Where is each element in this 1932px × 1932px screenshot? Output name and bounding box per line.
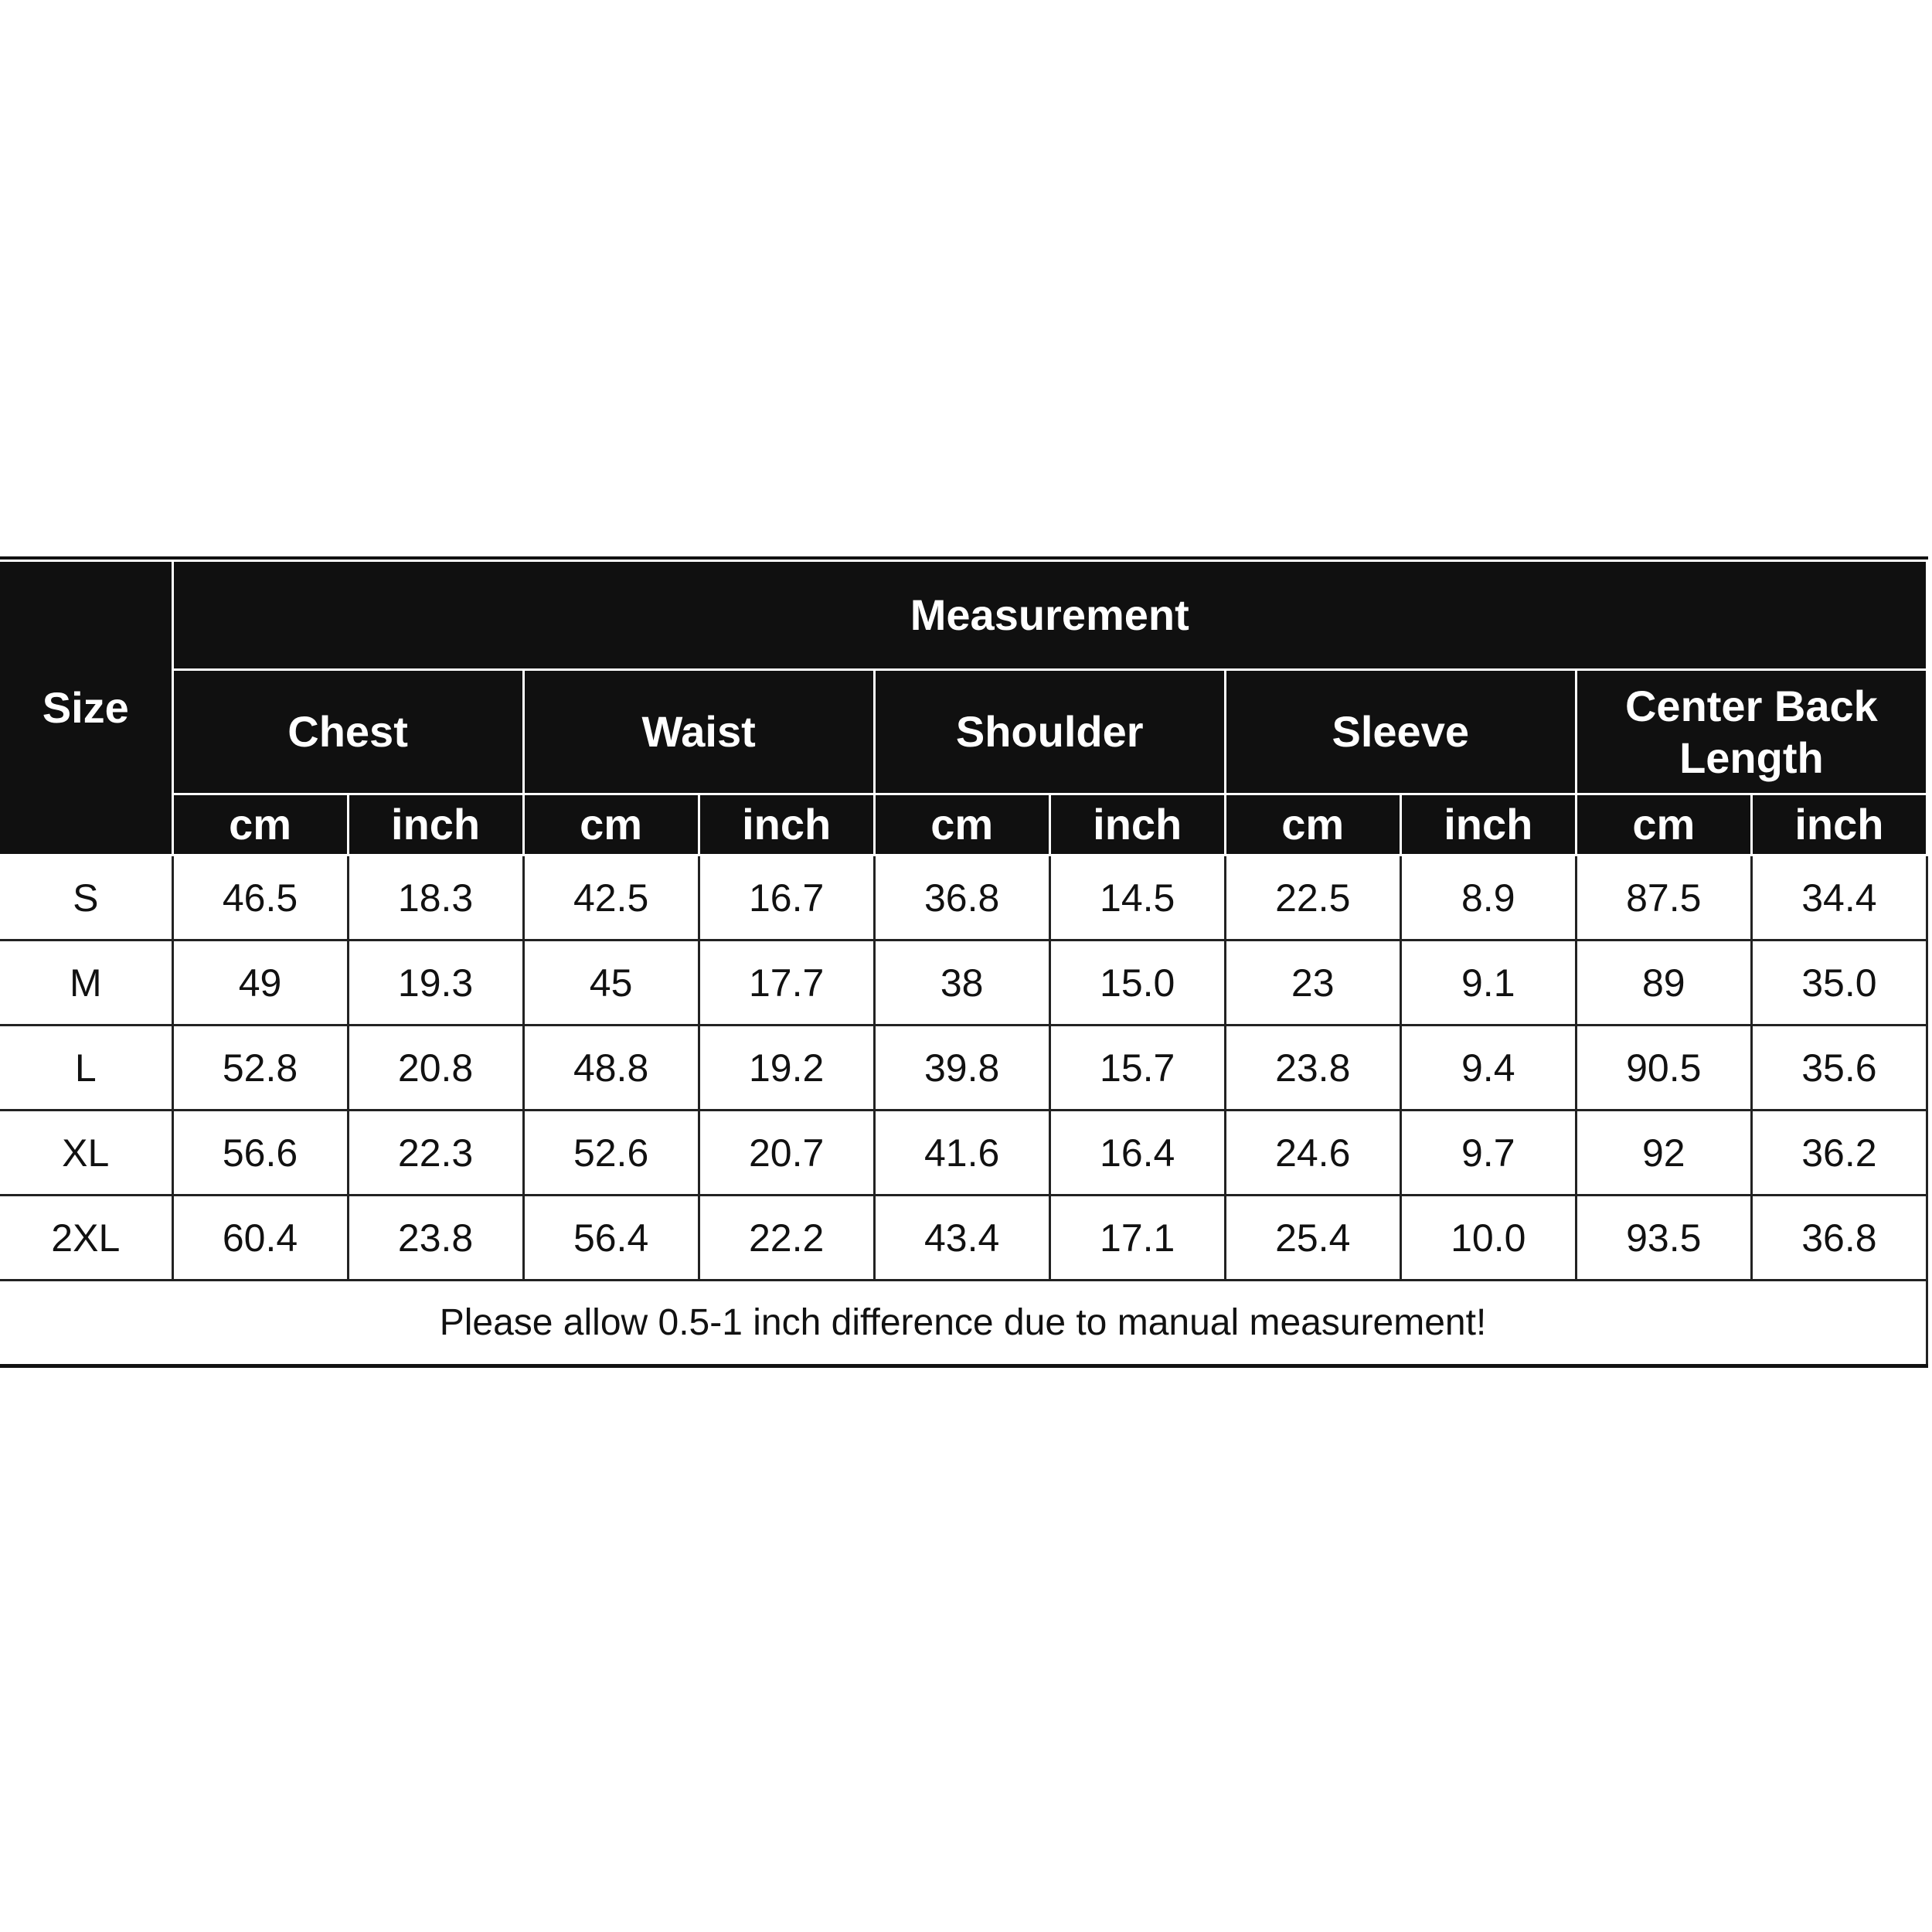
unit-header: inch — [1751, 794, 1927, 855]
value-cell: 23 — [1225, 940, 1400, 1026]
value-cell: 36.8 — [874, 855, 1049, 940]
group-header: Chest — [172, 670, 523, 794]
value-cell: 56.4 — [523, 1196, 699, 1281]
value-cell: 15.0 — [1049, 940, 1225, 1026]
value-cell: 41.6 — [874, 1111, 1049, 1196]
value-cell: 49 — [172, 940, 348, 1026]
value-cell: 9.4 — [1400, 1026, 1576, 1111]
group-header: Sleeve — [1225, 670, 1576, 794]
size-cell: XL — [0, 1111, 172, 1196]
value-cell: 46.5 — [172, 855, 348, 940]
unit-header: cm — [1225, 794, 1400, 855]
value-cell: 9.1 — [1400, 940, 1576, 1026]
value-cell: 45 — [523, 940, 699, 1026]
value-cell: 36.8 — [1751, 1196, 1927, 1281]
value-cell: 92 — [1576, 1111, 1751, 1196]
value-cell: 17.1 — [1049, 1196, 1225, 1281]
value-cell: 24.6 — [1225, 1111, 1400, 1196]
value-cell: 56.6 — [172, 1111, 348, 1196]
size-chart-table — [0, 560, 1928, 1368]
value-cell: 18.3 — [348, 855, 523, 940]
table-row — [0, 1111, 1927, 1196]
group-header: Shoulder — [874, 670, 1225, 794]
value-cell: 36.2 — [1751, 1111, 1927, 1196]
size-cell: M — [0, 940, 172, 1026]
unit-header: inch — [1049, 794, 1225, 855]
size-cell: L — [0, 1026, 172, 1111]
value-cell: 22.5 — [1225, 855, 1400, 940]
value-cell: 39.8 — [874, 1026, 1049, 1111]
group-header: Center Back Length — [1576, 670, 1927, 794]
value-cell: 10.0 — [1400, 1196, 1576, 1281]
value-cell: 22.2 — [699, 1196, 874, 1281]
value-cell: 35.0 — [1751, 940, 1927, 1026]
size-cell: S — [0, 855, 172, 940]
value-cell: 23.8 — [348, 1196, 523, 1281]
value-cell: 8.9 — [1400, 855, 1576, 940]
value-cell: 93.5 — [1576, 1196, 1751, 1281]
unit-header: cm — [172, 794, 348, 855]
table-row — [0, 1196, 1927, 1281]
unit-header: cm — [523, 794, 699, 855]
value-cell: 19.3 — [348, 940, 523, 1026]
value-cell: 34.4 — [1751, 855, 1927, 940]
value-cell: 25.4 — [1225, 1196, 1400, 1281]
value-cell: 20.7 — [699, 1111, 874, 1196]
table-row — [0, 940, 1927, 1026]
unit-header: inch — [348, 794, 523, 855]
group-header: Waist — [523, 670, 874, 794]
value-cell: 48.8 — [523, 1026, 699, 1111]
measurement-note: Please allow 0.5-1 inch difference due to manual measurement! — [0, 1281, 1927, 1366]
unit-header: cm — [874, 794, 1049, 855]
value-cell: 16.7 — [699, 855, 874, 940]
value-cell: 9.7 — [1400, 1111, 1576, 1196]
value-cell: 22.3 — [348, 1111, 523, 1196]
note-row — [0, 1281, 1927, 1366]
value-cell: 15.7 — [1049, 1026, 1225, 1111]
value-cell: 60.4 — [172, 1196, 348, 1281]
value-cell: 17.7 — [699, 940, 874, 1026]
size-header: Size — [0, 561, 172, 855]
unit-header: inch — [1400, 794, 1576, 855]
value-cell: 38 — [874, 940, 1049, 1026]
value-cell: 16.4 — [1049, 1111, 1225, 1196]
value-cell: 52.6 — [523, 1111, 699, 1196]
value-cell: 89 — [1576, 940, 1751, 1026]
size-cell: 2XL — [0, 1196, 172, 1281]
unit-header: cm — [1576, 794, 1751, 855]
value-cell: 20.8 — [348, 1026, 523, 1111]
value-cell: 19.2 — [699, 1026, 874, 1111]
table-row — [0, 855, 1927, 940]
value-cell: 35.6 — [1751, 1026, 1927, 1111]
value-cell: 42.5 — [523, 855, 699, 940]
value-cell: 23.8 — [1225, 1026, 1400, 1111]
value-cell: 87.5 — [1576, 855, 1751, 940]
value-cell: 43.4 — [874, 1196, 1049, 1281]
value-cell: 52.8 — [172, 1026, 348, 1111]
measurement-header: Measurement — [172, 561, 1927, 670]
value-cell: 14.5 — [1049, 855, 1225, 940]
table-row — [0, 1026, 1927, 1111]
unit-header: inch — [699, 794, 874, 855]
value-cell: 90.5 — [1576, 1026, 1751, 1111]
